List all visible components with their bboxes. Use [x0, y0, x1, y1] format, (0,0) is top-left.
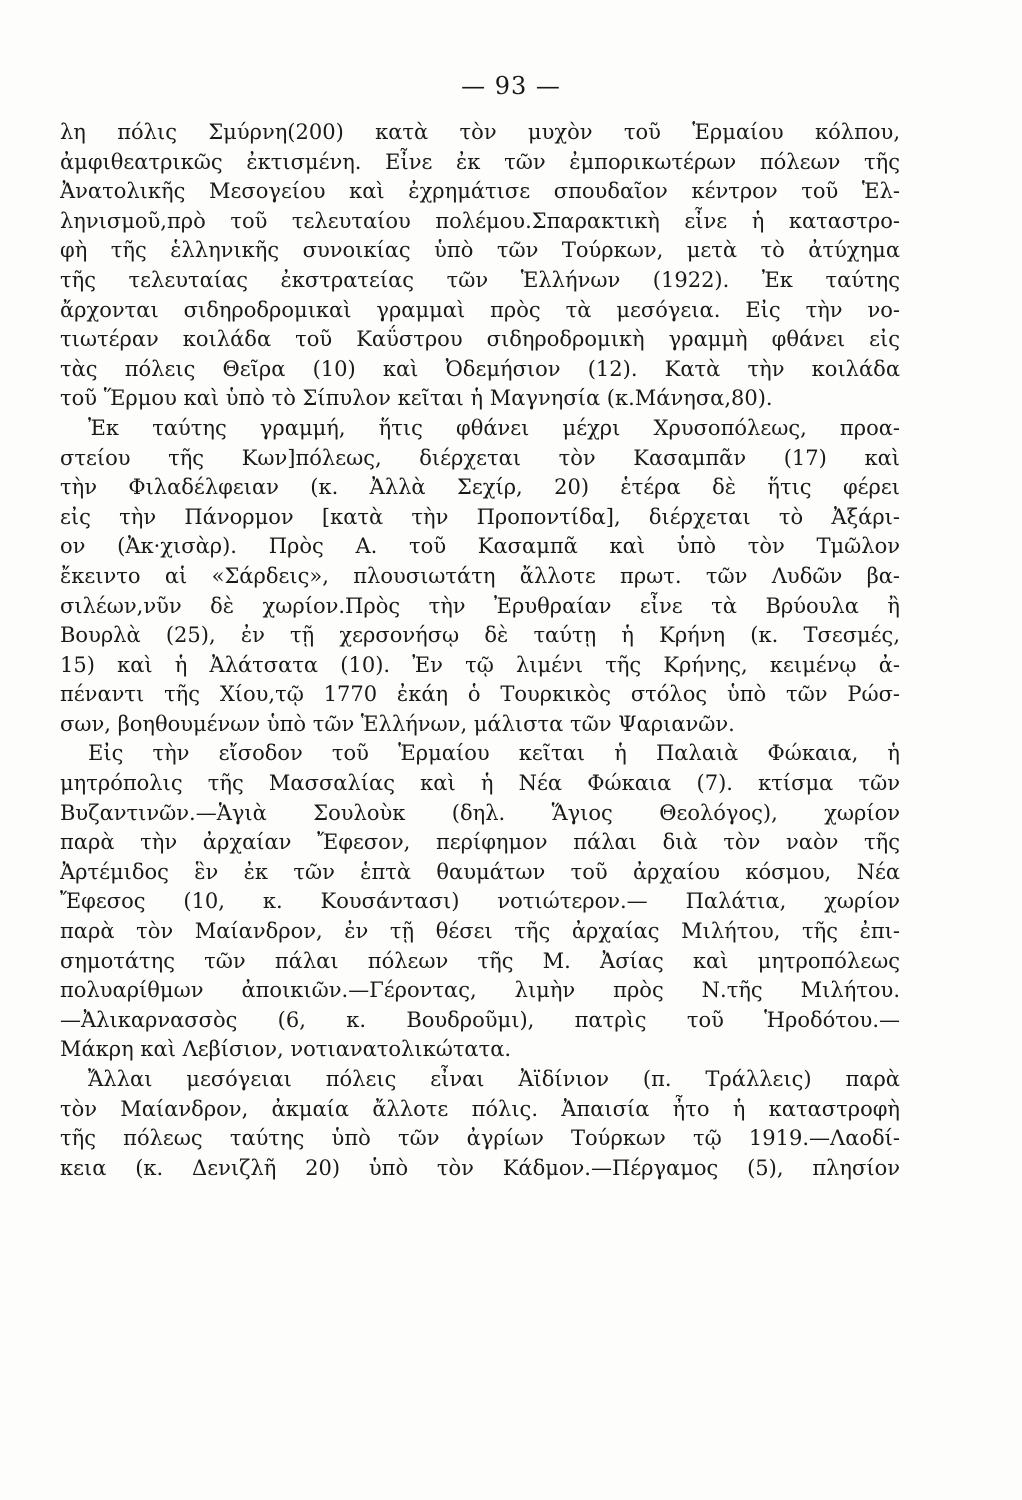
text-line: πολυαρίθμων ἀποικιῶν.—Γέροντας, λιμὴν πρὸς Ν.τῆς Μιλήτου.	[60, 978, 900, 1003]
text-line: κεια (κ. Δενιζλῆ 20) ὑπὸ τὸν Κάδμον.—Πέργαμος (5), πλησίον	[60, 1155, 900, 1180]
page-number: — 93 —	[461, 72, 561, 100]
text-line: τιωτέραν κοιλάδα τοῦ Καΰστρου σιδηροδρομικὴ γραμμὴ φθάνει εἰς	[60, 327, 900, 352]
text-line: ληνισμοῦ,πρὸ τοῦ τελευταίου πολέμου.Σπαρακτικὴ εἶνε ἡ καταστρο-	[60, 208, 900, 233]
text-line: —Ἀλικαρνασσὸς (6, κ. Βουδροῦμι), πατρὶς τοῦ Ἡροδότου.—	[60, 1007, 900, 1032]
text-line: ἔκειντο αἱ «Σάρδεις», πλουσιωτάτη ἄλλοτε πρωτ. τῶν Λυδῶν βα-	[60, 563, 900, 588]
text-line: Βυζαντινῶν.—Ἁγιὰ Σουλοὺκ (δηλ. Ἅγιος Θεολόγος), χωρίον	[60, 800, 900, 825]
text-line: τῆς πόλεως ταύτης ὑπὸ τῶν ἀγρίων Τούρκων τῷ 1919.—Λαοδί-	[60, 1126, 900, 1151]
text-line: Ἄλλαι μεσόγειαι πόλεις εἶναι Ἀϊδίνιον (π. Τράλλεις) παρὰ	[88, 1067, 900, 1091]
text-line: σιλέων,νῦν δὲ χωρίον.Πρὸς τὴν Ἐρυθραίαν εἶνε τὰ Βρύουλα ἢ	[60, 593, 900, 618]
text-line: σων, βοηθουμένων ὑπὸ τῶν Ἑλλήνων, μάλιστα τῶν Ψαριανῶν.	[60, 711, 735, 736]
text-line: ἄρχονται σιδηροδρομικαὶ γραμμαὶ πρὸς τὰ μεσόγεια. Εἰς τὴν νο-	[60, 297, 900, 322]
text-line: τὴν Φιλαδέλφειαν (κ. Ἀλλὰ Σεχίρ, 20) ἑτέρα δὲ ἥτις φέρει	[60, 475, 900, 500]
text-line: στείου τῆς Κων]πόλεως, διέρχεται τὸν Κασαμπᾶν (17) καὶ	[60, 445, 900, 470]
text-line: Μάκρη καὶ Λεβίσιον, νοτιανατολικώτατα.	[60, 1037, 512, 1062]
text-line: Ἔφεσος (10, κ. Κουσάντασι) νοτιώτερον.— Παλάτια, χωρίον	[60, 889, 900, 914]
text-line: εἰς τὴν Πάνορμον [κατὰ τὴν Προποντίδα], διέρχεται τὸ Ἀξάρι-	[60, 504, 900, 529]
text-line: μητρόπολις τῆς Μασσαλίας καὶ ἡ Νέα Φώκαια (7). κτίσμα τῶν	[60, 771, 900, 796]
text-line: παρὰ τὸν Μαίανδρον, ἐν τῇ θέσει τῆς ἀρχαίας Μιλήτου, τῆς ἐπι-	[60, 919, 900, 944]
text-line: τοῦ Ἕρμου καὶ ὑπὸ τὸ Σίπυλον κεῖται ἡ Μαγνησία (κ.Μάνησα,80).	[60, 386, 773, 411]
text-line: ον (Ἀκ·χισὰρ). Πρὸς Α. τοῦ Κασαμπᾶ καὶ ὑπὸ τὸν Τμῶλον	[60, 534, 900, 559]
text-line: Βουρλὰ (25), ἐν τῇ χερσονήσῳ δὲ ταύτῃ ἡ Κρήνη (κ. Τσεσμές,	[60, 623, 900, 648]
text-line: Ἀνατολικῆς Μεσογείου καὶ ἐχρημάτισε σπουδαῖον κέντρον τοῦ Ἑλ-	[60, 179, 900, 204]
text-line: σημοτάτης τῶν πάλαι πόλεων τῆς Μ. Ἀσίας καὶ μητροπόλεως	[60, 948, 900, 973]
text-line: ἀμφιθεατρικῶς ἐκτισμένη. Εἶνε ἐκ τῶν ἐμπορικωτέρων πόλεων τῆς	[60, 149, 900, 174]
text-line: 15) καὶ ἡ Ἀλάτσατα (10). Ἐν τῷ λιμένι τῆς Κρήνης, κειμένῳ ἀ-	[60, 652, 900, 677]
text-line: τὸν Μαίανδρον, ἀκμαία ἄλλοτε πόλις. Ἀπαισία ἦτο ἡ καταστροφὴ	[60, 1096, 900, 1121]
text-line: τὰς πόλεις Θεῖρα (10) καὶ Ὀδεμήσιον (12). Κατὰ τὴν κοιλάδα	[60, 356, 900, 381]
text-line: Εἰς τὴν εἴσοδον τοῦ Ἑρμαίου κεῖται ἡ Παλαιὰ Φώκαια, ἡ	[88, 741, 900, 766]
text-line: Ἀρτέμιδος ἓν ἐκ τῶν ἑπτὰ θαυμάτων τοῦ ἀρχαίου κόσμου, Νέα	[60, 859, 900, 884]
text-line: τῆς τελευταίας ἐκστρατείας τῶν Ἑλλήνων (1922). Ἐκ ταύτης	[60, 267, 900, 292]
text-line: παρὰ τὴν ἀρχαίαν Ἔφεσον, περίφημον πάλαι διὰ τὸν ναὸν τῆς	[60, 830, 900, 855]
text-line: Ἐκ ταύτης γραμμή, ἥτις φθάνει μέχρι Χρυσοπόλεως, προα-	[88, 415, 900, 440]
text-line: πέναντι τῆς Χίου,τῷ 1770 ἐκάη ὁ Τουρκικὸς στόλος ὑπὸ τῶν Ρώσ-	[60, 682, 900, 707]
text-line: λη πόλις Σμύρνη(200) κατὰ τὸν μυχὸν τοῦ Ἑρμαίου κόλπου,	[60, 120, 900, 144]
text-line: φὴ τῆς ἑλληνικῆς συνοικίας ὑπὸ τῶν Τούρκων, μετὰ τὸ ἀτύχημα	[60, 238, 900, 263]
body-text	[60, 118, 900, 1183]
